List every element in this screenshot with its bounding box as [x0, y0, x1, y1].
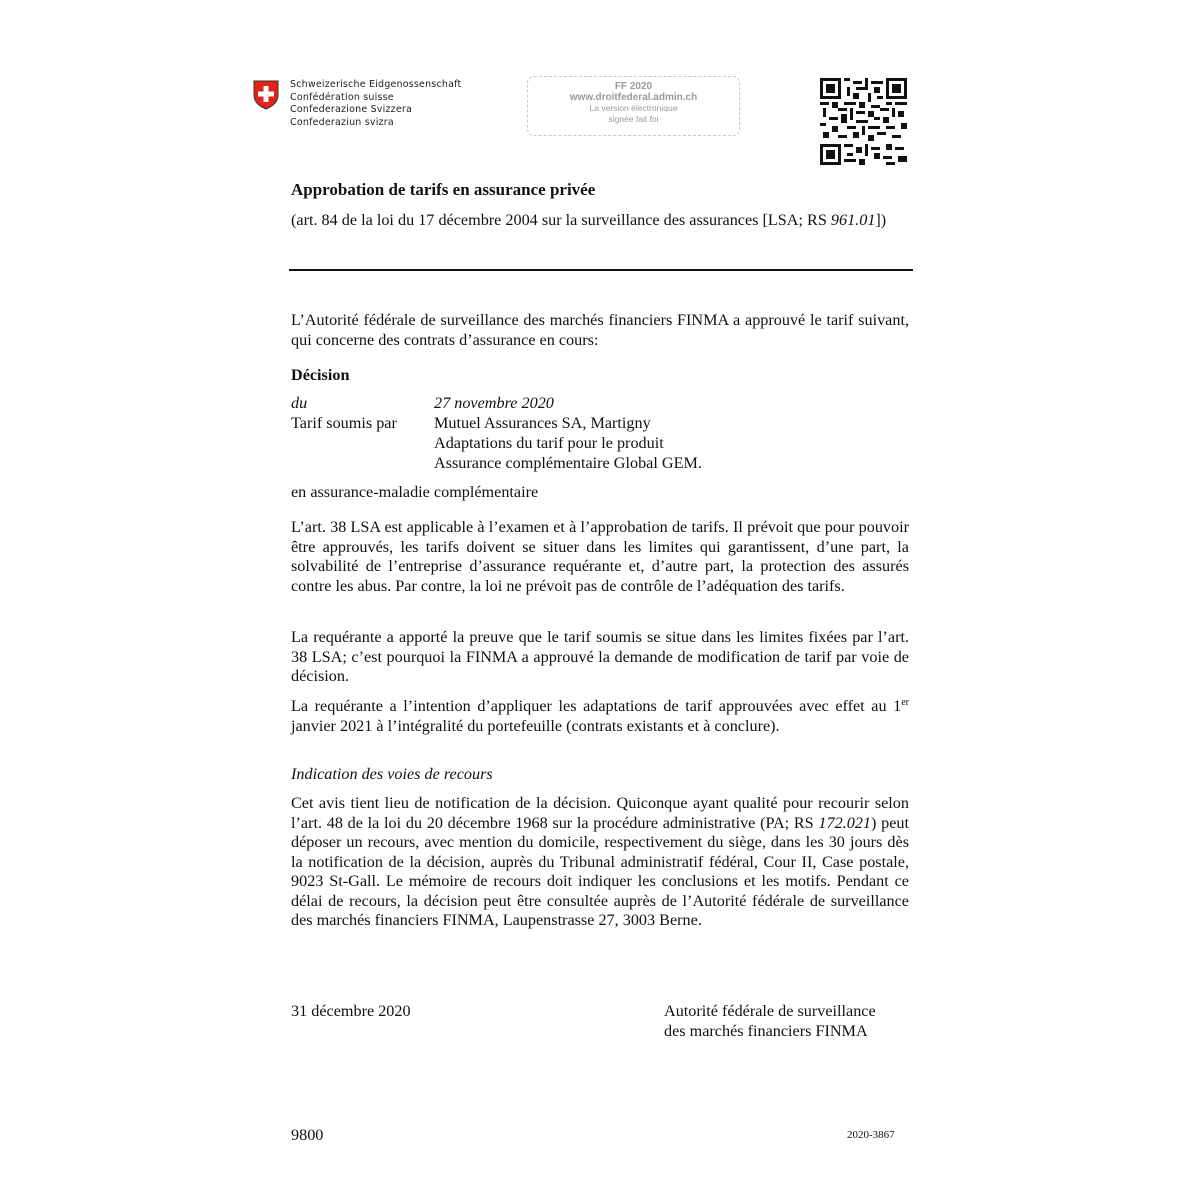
intro-paragraph: L’Autorité fédérale de surveillance des marchés financiers FINMA a approuvé le tarif suivant, qui concerne des contrats d’assurance en cours: — [291, 311, 909, 349]
paragraph-recours — [291, 794, 909, 931]
decision-heading: Décision — [291, 366, 350, 384]
effect-sup: er — [901, 697, 909, 708]
org-line-fr: Confédération suisse — [290, 91, 394, 103]
swiss-crest-icon — [253, 80, 279, 110]
subtitle-text: (art. 84 de la loi du 17 décembre 2004 sur la surveillance des assurances [LSA; RS — [291, 211, 831, 229]
recours-ref: 172.021 — [818, 813, 872, 832]
effect-text-end: janvier 2021 à l’intégralité du portefeuille (contrats existants et à conclure). — [291, 716, 780, 735]
page-title: Approbation de tarifs en assurance privée — [291, 180, 596, 199]
paragraph-proof: La requérante a apporté la preuve que le tarif soumis se situe dans les limites fixées par l’art. 38 LSA; c’est pourquoi la FINMA a approuvé la demande de modification de tarif par voie de décision. — [291, 628, 909, 685]
page-number: 9800 — [291, 1126, 324, 1144]
document-id: 2020-3867 — [847, 1129, 895, 1141]
recours-text-end: ) peut déposer un recours, avec mention du domicile, respectivement du siège, dans les 30 jours dès la notification de la décision, auprès du Tribunal administratif fédéral, Cour II, Case postale, 9023 St-Gall. Le mémoire de recours doit indiquer les conclusions et les motifs. Pendant ce délai de recours, la décision peut être consultée auprès de l’Autorité fédérale de surveillance des marchés financiers FINMA, Laupenstrasse 27, 3003 Berne. — [291, 813, 909, 929]
subtitle-close: ]) — [875, 211, 887, 229]
signature-line-2: des marchés financiers FINMA — [664, 1022, 868, 1040]
title-divider — [289, 269, 913, 271]
document-date: 31 décembre 2020 — [291, 1002, 411, 1020]
paragraph-effect — [291, 697, 909, 736]
tarif-line-1: Mutuel Assurances SA, Martigny — [434, 414, 651, 432]
du-value: 27 novembre 2020 — [434, 394, 554, 412]
signature-line-1: Autorité fédérale de surveillance — [664, 1002, 876, 1020]
federation-names — [290, 79, 461, 129]
org-line-it: Confederazione Svizzera — [290, 104, 413, 115]
org-line-rm: Confederaziun svizra — [290, 116, 394, 128]
du-label: du — [291, 394, 308, 412]
qr-code-icon — [820, 78, 907, 165]
electronic-version-stamp — [527, 76, 740, 136]
tarif-label: Tarif soumis par — [291, 414, 397, 432]
recours-text: Cet avis tient lieu de notification de la décision. Quiconque ayant qualité pour recourir selon l’art. 48 de la loi du 20 décembre 1968 sur la procédure administrative (PA; RS — [291, 794, 909, 832]
effect-text: La requérante a l’intention d’appliquer les adaptations de tarif approuvées avec effet au 1 — [291, 697, 902, 715]
domain-line: en assurance-maladie complémentaire — [291, 483, 539, 501]
subtitle-ref: 961.01 — [830, 211, 876, 229]
page-subtitle — [291, 211, 909, 230]
stamp-note-1: La version électronique — [589, 103, 678, 113]
recours-heading: Indication des voies de recours — [291, 765, 493, 783]
org-line-de: Schweizerische Eidgenossenschaft — [290, 79, 462, 90]
paragraph-art38: L’art. 38 LSA est applicable à l’examen et à l’approbation de tarifs. Il prévoit que pour pouvoir être approuvés, les tarifs doivent se situer dans les limites qui garantissent, d’une part, la solvabilité de l’entreprise d’assurance requérante et, d’autre part, la protection des assurés contre les abus. Par contre, la loi ne prévoit pas de contrôle de l’adéquation des tarifs. — [291, 518, 909, 595]
stamp-ff: FF 2020 — [614, 81, 653, 92]
tarif-line-2: Adaptations du tarif pour le produit — [434, 434, 664, 452]
stamp-url: www.droitfederal.admin.ch — [569, 92, 698, 103]
tarif-line-3: Assurance complémentaire Global GEM. — [434, 454, 702, 472]
stamp-note-2: signée fait foi — [608, 114, 659, 124]
